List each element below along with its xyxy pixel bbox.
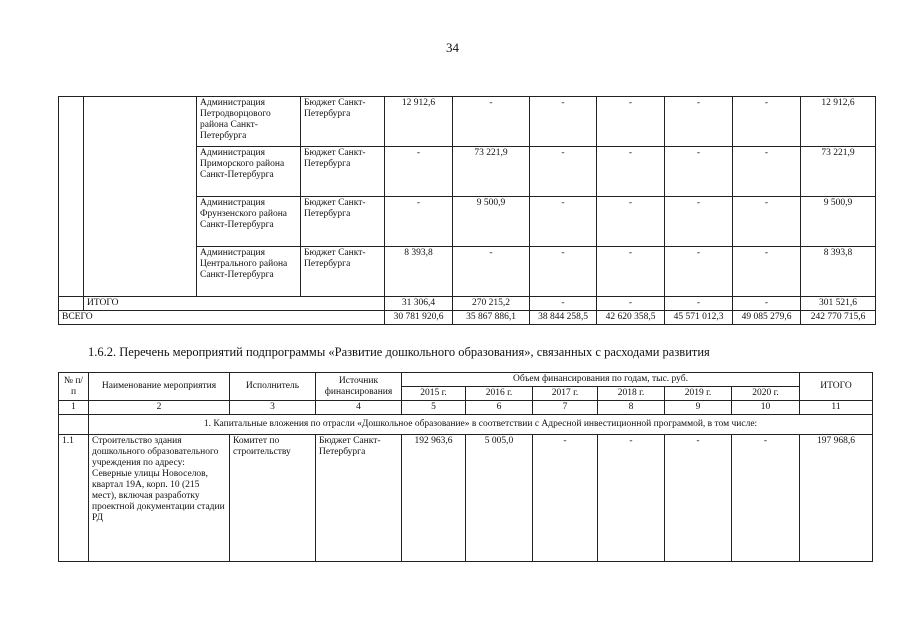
source-cell: Бюджет Санкт-Петербурга: [301, 147, 385, 197]
vsego-2015: 30 781 920,6: [385, 311, 453, 325]
value-2015: 192 963,6: [402, 435, 466, 562]
value-2020: -: [733, 247, 801, 297]
value-2018: -: [597, 247, 665, 297]
col-index: 3: [230, 401, 316, 415]
main-measures-table: [58, 372, 873, 562]
vsego-2017: 38 844 258,5: [530, 311, 597, 325]
value-2019: -: [665, 147, 733, 197]
top-budget-table: [58, 96, 876, 325]
value-2018: -: [598, 435, 665, 562]
vsego-2020: 49 085 279,6: [733, 311, 801, 325]
row-number: 1.1: [59, 435, 89, 562]
value-2017: -: [530, 97, 597, 147]
value-total: 8 393,8: [801, 247, 876, 297]
col-index: 2: [89, 401, 230, 415]
col-index: 1: [59, 401, 89, 415]
value-2016: 73 221,9: [453, 147, 530, 197]
vsego-2018: 42 620 358,5: [597, 311, 665, 325]
source-cell: Бюджет Санкт-Петербурга: [301, 197, 385, 247]
header-executor: Исполнитель: [230, 373, 316, 401]
section-heading: 1.6.2. Перечень мероприятий подпрограммы «Развитие дошкольного образования», связанных с расходами развития: [88, 345, 710, 359]
source-cell: Бюджет Санкт-Петербурга: [301, 97, 385, 147]
executor-cell: Администрация Центрального района Санкт-Петербурга: [197, 247, 301, 297]
value-2020: -: [733, 97, 801, 147]
itogo-label: ИТОГО: [84, 297, 385, 311]
header-row: [59, 373, 873, 387]
vsego-total: 242 770 715,6: [801, 311, 876, 325]
itogo-2019: -: [665, 297, 733, 311]
value-2018: -: [597, 147, 665, 197]
value-2020: -: [733, 197, 801, 247]
header-name: Наименование мероприятия: [89, 373, 230, 401]
header-year: 2015 г.: [402, 387, 466, 401]
header-volume: Объем финансирования по годам, тыс. руб.: [402, 373, 800, 387]
col-index: 11: [800, 401, 873, 415]
col-index: 8: [598, 401, 665, 415]
executor-cell: Комитет по строительству: [230, 435, 316, 562]
header-source: Источник финансирования: [316, 373, 402, 401]
value-2018: -: [597, 97, 665, 147]
column-index-row: [59, 401, 873, 415]
value-2015: -: [385, 147, 453, 197]
col-index: 7: [533, 401, 598, 415]
itogo-2020: -: [733, 297, 801, 311]
empty-cell: [84, 97, 197, 297]
vsego-2019: 45 571 012,3: [665, 311, 733, 325]
vsego-label: ВСЕГО: [59, 311, 385, 325]
header-total: ИТОГО: [800, 373, 873, 401]
col-index: 4: [316, 401, 402, 415]
source-cell: Бюджет Санкт-Петербурга: [316, 435, 402, 562]
section-title: 1. Капитальные вложения по отрасли «Дошкольное образование» в соответствии с Адресной инвестиционной программой, в том числе:: [89, 415, 873, 435]
header-year: 2019 г.: [665, 387, 732, 401]
header-year: 2017 г.: [533, 387, 598, 401]
value-2017: -: [530, 247, 597, 297]
section-row: [59, 415, 873, 435]
value-2020: -: [733, 147, 801, 197]
itogo-row: [59, 297, 876, 311]
value-2015: 12 912,6: [385, 97, 453, 147]
executor-cell: Администрация Приморского района Санкт-Петербурга: [197, 147, 301, 197]
value-total: 73 221,9: [801, 147, 876, 197]
header-year: 2018 г.: [598, 387, 665, 401]
executor-cell: Администрация Фрунзенского района Санкт-Петербурга: [197, 197, 301, 247]
executor-cell: Администрация Петродворцового района Санкт-Петербурга: [197, 97, 301, 147]
itogo-2015: 31 306,4: [385, 297, 453, 311]
col-index: 9: [665, 401, 732, 415]
vsego-2016: 35 867 886,1: [453, 311, 530, 325]
header-year: 2020 г.: [732, 387, 800, 401]
empty-cell: [59, 97, 84, 297]
table-row: [59, 435, 873, 562]
header-year: 2016 г.: [466, 387, 533, 401]
value-2016: -: [453, 97, 530, 147]
value-2015: -: [385, 197, 453, 247]
value-total: 9 500,9: [801, 197, 876, 247]
itogo-2017: -: [530, 297, 597, 311]
col-index: 6: [466, 401, 533, 415]
col-index: 5: [402, 401, 466, 415]
page-number: 34: [446, 40, 459, 55]
itogo-2018: -: [597, 297, 665, 311]
itogo-total: 301 521,6: [801, 297, 876, 311]
value-2019: -: [665, 97, 733, 147]
table-row: [59, 97, 876, 147]
source-cell: Бюджет Санкт-Петербурга: [301, 247, 385, 297]
value-2016: 5 005,0: [466, 435, 533, 562]
value-2017: -: [530, 197, 597, 247]
col-index: 10: [732, 401, 800, 415]
value-total: 197 968,6: [800, 435, 873, 562]
value-2019: -: [665, 197, 733, 247]
value-2015: 8 393,8: [385, 247, 453, 297]
empty-cell: [59, 297, 84, 311]
value-2017: -: [533, 435, 598, 562]
measure-name: Строительство здания дошкольного образовательного учреждения по адресу: Северные улицы Новоселов, квартал 19А, корп. 10 (215 мест), включая разработку проектной документации стадии РД: [89, 435, 230, 562]
value-2017: -: [530, 147, 597, 197]
header-no: № п/п: [59, 373, 89, 401]
itogo-2016: 270 215,2: [453, 297, 530, 311]
value-2019: -: [665, 247, 733, 297]
value-2016: 9 500,9: [453, 197, 530, 247]
value-total: 12 912,6: [801, 97, 876, 147]
empty-cell: [59, 415, 89, 435]
value-2020: -: [732, 435, 800, 562]
vsego-row: [59, 311, 876, 325]
value-2016: -: [453, 247, 530, 297]
value-2019: -: [665, 435, 732, 562]
value-2018: -: [597, 197, 665, 247]
